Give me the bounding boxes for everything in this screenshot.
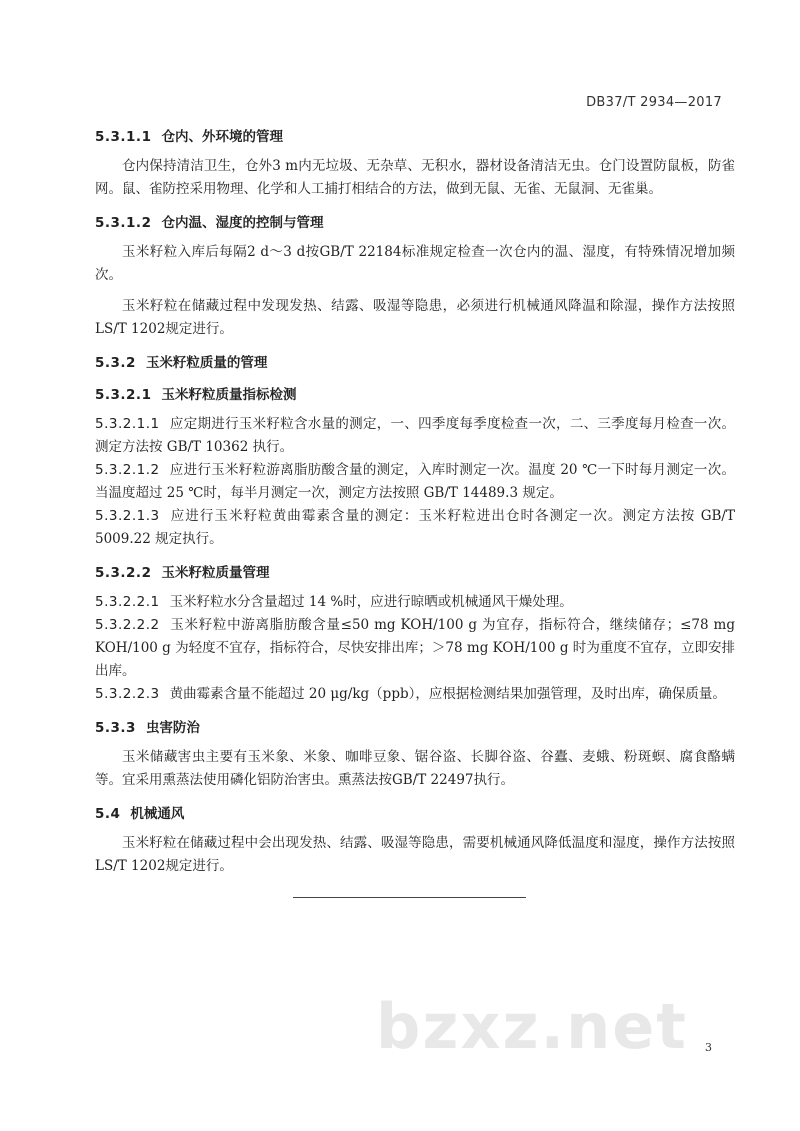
item-number: 5.3.2.1.3 [95,508,160,524]
list-item [95,591,735,614]
section-title: 仓内温、湿度的控制与管理 [161,215,324,231]
item-text: 应进行玉米籽粒游离脂肪酸含量的测定，入库时测定一次。温度 20 ℃一下时每月测定一次。当温度超过 25 ℃时，每半月测定一次，测定方法按照 GB/T 14489.3 规定。 [95,462,735,501]
item-text: 应定期进行玉米籽粒含水量的测定，一、四季度每季度检查一次，二、三季度每月检查一次。测定方法按 GB/T 10362 执行。 [95,416,735,455]
section-heading [95,127,735,147]
section-heading [95,213,735,233]
list-item [95,505,735,551]
item-number: 5.3.2.1.2 [95,462,160,478]
item-text: 玉米籽粒中游离脂肪酸含量≤50 mg KOH/100 g 为宜存，指标符合，继续储存；≤78 mg KOH/100 g 为轻度不宜存，指标符合，尽快安排出库；＞78 mg KOH/100 g 时为重度不宜存，立即安排出库。 [95,617,735,679]
document-code: DB37/T 2934—2017 [586,95,722,110]
item-text: 玉米籽粒水分含量超过 14 %时，应进行晾晒或机械通风干燥处理。 [169,594,573,610]
section-number: 5.3.1.1 [95,129,152,145]
paragraph: 玉米籽粒在储藏过程中会出现发热、结露、吸湿等隐患，需要机械通风降低温度和湿度，操作方法按照LS/T 1202规定进行。 [95,835,735,874]
paragraph: 玉米储藏害虫主要有玉米象、米象、咖啡豆象、锯谷盗、长脚谷盗、谷蠹、麦蛾、粉斑螟、腐食酪螨等。宜采用熏蒸法使用磷化铝防治害虫。熏蒸法按GB/T 22497执行。 [95,749,735,788]
list-item [95,413,735,459]
section-heading [95,385,735,405]
list-item [95,614,735,683]
section-heading [95,563,735,583]
section-title: 玉米籽粒质量的管理 [145,355,268,371]
page-number: 3 [705,1041,712,1054]
list-item [95,459,735,505]
item-number: 5.3.2.2.3 [95,686,160,702]
paragraph: 玉米籽粒入库后每隔2 d～3 d按GB/T 22184标准规定检查一次仓内的温、湿度，有特殊情况增加频次。 [95,244,735,283]
section-number: 5.3.2.2 [95,565,152,581]
section-heading [95,353,735,373]
section-number: 5.4 [95,806,121,822]
section-number: 5.3.2.1 [95,387,152,403]
item-number: 5.3.2.2.1 [95,594,160,610]
section-title: 玉米籽粒质量指标检测 [161,387,297,403]
end-divider [293,897,526,898]
section-number: 5.3.2 [95,355,136,371]
document-body [95,127,735,878]
item-text: 应进行玉米籽粒黄曲霉素含量的测定：玉米籽粒进出仓时各测定一次。测定方法按 GB/T 5009.22 规定执行。 [95,508,735,547]
item-number: 5.3.2.2.2 [95,617,160,633]
paragraph: 仓内保持清洁卫生，仓外3 m内无垃圾、无杂草、无积水，器材设备清洁无虫。仓门设置防鼠板，防雀网。鼠、雀防控采用物理、化学和人工捕打相结合的方法，做到无鼠、无雀、无鼠洞、无雀巢。 [95,158,735,197]
section-title: 仓内、外环境的管理 [161,129,283,145]
section-number: 5.3.1.2 [95,215,152,231]
section-heading [95,804,735,824]
section-number: 5.3.3 [95,720,136,736]
item-number: 5.3.2.1.1 [95,416,160,432]
section-title: 机械通风 [130,806,185,822]
section-title: 玉米籽粒质量管理 [161,565,270,581]
watermark: bzxz.net [376,990,688,1063]
item-text: 黄曲霉素含量不能超过 20 μg/kg（ppb），应根据检测结果加强管理，及时出库，确保质量。 [169,686,726,702]
list-item [95,683,735,706]
section-heading [95,718,735,738]
paragraph: 玉米籽粒在储藏过程中发现发热、结露、吸湿等隐患，必须进行机械通风降温和除湿，操作方法按照LS/T 1202规定进行。 [95,298,735,337]
section-title: 虫害防治 [145,720,200,736]
